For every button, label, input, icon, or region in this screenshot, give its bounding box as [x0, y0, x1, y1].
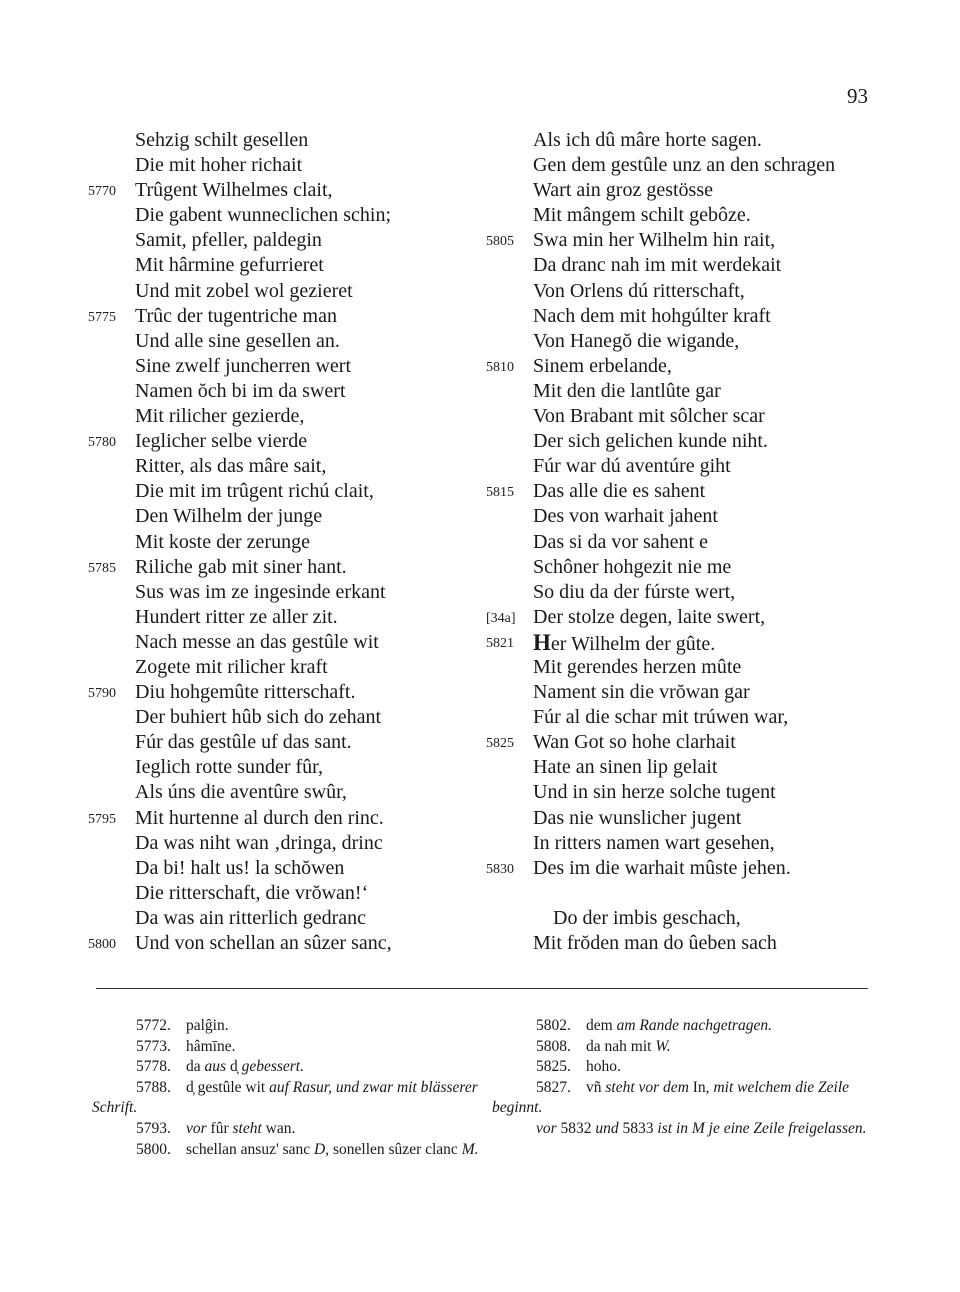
verse-text: Wart ain groz gestösse [533, 179, 713, 202]
line-number: 5800 [88, 937, 116, 952]
verse-text: Da dranc nah im mit werdekait [533, 254, 782, 277]
verse-line [486, 655, 886, 680]
verse-line [486, 806, 886, 831]
verse-text: Nament sin die vrŏwan gar [533, 681, 750, 704]
verse-text: Da bi! halt us! la schŏwen [135, 856, 345, 879]
page-number: 93 [847, 84, 868, 108]
verse-text: Do der imbis geschach, [553, 906, 741, 929]
verse-line [486, 153, 886, 178]
verse-text: Zogete mit rilicher kraft [135, 655, 328, 678]
verse-line [88, 881, 468, 906]
verse-line [486, 504, 886, 529]
footnote-text: hoho. [586, 1058, 621, 1076]
footnote-number: 5827. [536, 1078, 571, 1096]
verse-line [486, 228, 886, 253]
verse-line [88, 555, 468, 580]
verse-line [88, 354, 468, 379]
verse-text: Hate an sinen lip gelait [533, 756, 718, 779]
verse-line [88, 128, 468, 153]
footnote [92, 1037, 482, 1058]
verse-text: Ieglicher selbe vierde [135, 430, 308, 453]
verse-line [88, 906, 468, 931]
footnote-number: 5808. [536, 1037, 571, 1055]
verse-line [88, 329, 468, 354]
footnote-italic: und [595, 1119, 619, 1137]
footnote-italic: auf Rasur, und zwar mit blässerer Schrift. [92, 1078, 478, 1117]
verse-text: Das si da vor sahent e [533, 530, 708, 553]
verse-text: Des von warhait jahent [533, 505, 718, 528]
line-number: 5805 [486, 234, 514, 250]
verse-text: Da was niht wan ‚dringa, drinc [135, 831, 383, 854]
verse-line [486, 906, 886, 931]
line-number: 5830 [486, 861, 514, 877]
verse-line [486, 680, 886, 705]
verse-text: Nach dem mit hohgúlter kraft [533, 304, 771, 327]
verse-line [486, 856, 886, 881]
verse-text: Mit den die lantlûte gar [533, 379, 721, 402]
verse-line [486, 354, 886, 379]
verse-text: Samit, pfeller, paldegin [135, 229, 322, 252]
verse-text: Der stolze degen, laite swert, [533, 605, 766, 628]
footnote-text: d̦ [226, 1058, 242, 1076]
verse-text: Mit gerendes herzen mûte [533, 655, 742, 678]
verse-line [88, 279, 468, 304]
footnote-text: fûr [206, 1119, 233, 1137]
line-number: 5795 [88, 811, 116, 827]
verse-text: Fúr al die schar mit trúwen war, [533, 706, 789, 729]
verse-line [486, 530, 886, 555]
verse-line [486, 931, 886, 956]
verse-line [486, 178, 886, 203]
verse-line [88, 504, 468, 529]
verse-text: Ritter, als das mâre sait, [135, 455, 327, 478]
verse-text: Von Brabant mit sôlcher scar [533, 405, 765, 428]
footnote-number: 5788. [136, 1078, 171, 1096]
verse-text: Fúr war dú aventúre giht [533, 455, 731, 478]
footnote-italic: gebessert. [241, 1058, 304, 1076]
footnote-text: schellan ansuz' sanc [186, 1140, 315, 1158]
verse-line [88, 831, 468, 856]
verse-text: Die ritterschaft, die vrŏwan!‘ [135, 881, 369, 904]
verse-line [88, 705, 468, 730]
footnote [92, 1119, 482, 1140]
verse-line [88, 931, 468, 956]
footnote-number: 5802. [536, 1017, 571, 1034]
line-number: 5780 [88, 435, 116, 451]
verse-line [88, 530, 468, 555]
verse-text: Der buhiert hûb sich do zehant [135, 706, 382, 729]
footnote [92, 1140, 482, 1161]
verse-text: Namen ŏch bi im da swert [135, 379, 346, 402]
verse-text: Gen dem gestûle unz an den schragen [533, 154, 836, 177]
verse-line [88, 630, 468, 655]
verse-line [88, 178, 468, 203]
footnotes-left [92, 1016, 482, 1160]
footnote-italic: aus [204, 1058, 227, 1076]
verse-line [486, 279, 886, 304]
footnote-italic: M. [461, 1140, 479, 1158]
verse-line [486, 881, 886, 906]
verse-text: Des im die warhait mûste jehen. [533, 856, 791, 879]
verse-line [486, 605, 886, 630]
verse-line [486, 203, 886, 228]
verse-line [88, 228, 468, 253]
line-number: 5821 [486, 635, 514, 651]
verse-line [486, 304, 886, 329]
verse-text: Nach messe an das gestûle wit [135, 630, 379, 653]
verse-text-rest: er Wilhelm der gûte. [550, 632, 716, 655]
footnote-italic: W. [655, 1037, 671, 1055]
verse-line [88, 605, 468, 630]
verse-line [486, 479, 886, 504]
verse-text: Und alle sine gesellen an. [135, 329, 340, 352]
verse-text: Mit hurtenne al durch den rinc. [135, 806, 384, 829]
verse-text: Und mit zobel wol gezieret [135, 279, 353, 302]
verse-text: Mit rilicher gezierde, [135, 405, 305, 428]
footnote-number: 5825. [536, 1058, 571, 1076]
footnote [492, 1016, 877, 1037]
footnote-italic: am Rande nachgetragen. [616, 1017, 772, 1034]
footnote [492, 1037, 877, 1058]
verse-text: Swa min her Wilhelm hin rait, [533, 229, 776, 252]
verse-line [88, 479, 468, 504]
verse-line [486, 379, 886, 404]
verse-line [486, 404, 886, 429]
line-number: 5810 [486, 359, 514, 375]
initial-letter: H [533, 629, 551, 655]
verse-text: In ritters namen wart gesehen, [533, 831, 775, 854]
verse-text: Den Wilhelm der junge [135, 505, 323, 528]
verse-text: Da was ain ritterlich gedranc [135, 906, 367, 929]
line-number: 5815 [486, 485, 514, 501]
verse-line [88, 454, 468, 479]
verse-text: Trûgent Wilhelmes clait, [135, 179, 333, 202]
verse-line [486, 253, 886, 278]
verse-line [88, 806, 468, 831]
footnote-italic: D, [314, 1140, 330, 1158]
verse-text: Schôner hohgezit nie me [533, 555, 732, 578]
footnote-text: da [186, 1058, 205, 1076]
verse-text: Von Orlens dú ritterschaft, [533, 279, 745, 302]
footnote-number: 5793. [136, 1119, 171, 1137]
verse-text: Hundert ritter ze aller zit. [135, 605, 338, 628]
footnote-text: palĝin. [186, 1017, 229, 1034]
footnote [492, 1119, 877, 1140]
footnote-text: vñ [586, 1078, 606, 1096]
footnote-italic: ist in M je eine Zeile freigelassen. [657, 1119, 867, 1137]
footnote-text: hâmīne. [186, 1037, 236, 1055]
verse-line [486, 580, 886, 605]
verse-line [88, 153, 468, 178]
footnote-text: wan. [261, 1119, 296, 1137]
verse-column-left [88, 128, 468, 956]
verse-text: Mit hârmine gefurrieret [135, 254, 324, 277]
verse-text: Mit mângem schilt gebôze. [533, 204, 751, 227]
verse-text: Wan Got so hohe clarhait [533, 731, 736, 754]
footnote-number: 5773. [136, 1037, 171, 1055]
line-number: 5770 [88, 184, 116, 200]
footnote-text: In, [688, 1078, 714, 1096]
verse-text: Der sich gelichen kunde niht. [533, 430, 768, 453]
verse-line [88, 404, 468, 429]
footnote-text: da nah mit [586, 1037, 656, 1055]
verse-text: Sinem erbelande, [533, 354, 672, 377]
verse-line [88, 730, 468, 755]
line-number: 5825 [486, 736, 514, 752]
verse-line [486, 630, 886, 655]
verse-text: Ieglich rotte sunder fûr, [135, 756, 324, 779]
footnote-number: 5778. [136, 1058, 171, 1076]
verse-text: Als ich dû mâre horte sagen. [533, 129, 762, 151]
verse-text: Riliche gab mit siner hant. [135, 555, 347, 578]
line-number: 5785 [88, 560, 116, 576]
verse-text: Mit frŏden man do ûeben sach [533, 932, 777, 954]
verse-text: Trûc der tugentriche man [135, 304, 337, 327]
verse-text: Die mit hoher richait [135, 154, 303, 177]
verse-text: Das nie wunslicher jugent [533, 806, 742, 829]
footnote-text: 5833 [618, 1119, 658, 1137]
verse-line [486, 329, 886, 354]
footnote-divider [96, 988, 868, 989]
footnote-number: 5772. [136, 1017, 171, 1034]
verse-text: Als úns die aventûre swûr, [135, 781, 347, 804]
verse-text: Die mit im trûgent richú clait, [135, 480, 374, 503]
verse-line [486, 128, 886, 153]
verse-text: Sehzig schilt gesellen [135, 129, 309, 151]
footnote [92, 1057, 482, 1078]
footnote-text: sonellen sûzer clanc [329, 1140, 462, 1158]
verse-text [533, 630, 715, 657]
line-number: 5775 [88, 309, 116, 325]
verse-text: Fúr das gestûle uf das sant. [135, 731, 352, 754]
verse-text: Mit koste der zerunge [135, 530, 310, 553]
footnote [92, 1078, 482, 1119]
verse-column-right [486, 128, 886, 956]
verse-line [88, 304, 468, 329]
verse-text: Und in sin herze solche tugent [533, 781, 776, 804]
verse-line [486, 755, 886, 780]
verse-line [88, 429, 468, 454]
verse-text: Die gabent wunneclichen schin; [135, 204, 392, 227]
footnote-italic: steht [232, 1119, 262, 1137]
footnotes-right [492, 1016, 877, 1140]
footnote [92, 1016, 482, 1037]
footnote-text: d̦ gestûle wit [186, 1078, 270, 1096]
verse-line [88, 655, 468, 680]
verse-line [88, 780, 468, 805]
verse-line [88, 580, 468, 605]
footnote-italic: steht vor dem [605, 1078, 689, 1096]
footnote-italic: vor [186, 1119, 207, 1137]
verse-line [486, 429, 886, 454]
verse-text: So diu da der fúrste wert, [533, 580, 736, 603]
verse-line [88, 755, 468, 780]
verse-line [486, 831, 886, 856]
verse-text: Und von schellan an sûzer sanc, [135, 932, 392, 954]
verse-line [88, 856, 468, 881]
verse-line [486, 705, 886, 730]
footnote-italic: vor [536, 1119, 557, 1137]
verse-text: Diu hohgemûte ritterschaft. [135, 681, 356, 704]
verse-line [486, 730, 886, 755]
verse-line [486, 780, 886, 805]
footnote [492, 1078, 877, 1119]
line-number: [34a] [486, 610, 516, 626]
verse-line [88, 680, 468, 705]
footnote [492, 1057, 877, 1078]
verse-text: Von Hanegŏ die wigande, [533, 329, 740, 352]
verse-line [88, 253, 468, 278]
footnote-text: dem [586, 1017, 617, 1034]
verse-text: Sus was im ze ingesinde erkant [135, 580, 386, 603]
verse-line [486, 555, 886, 580]
footnote-text: 5832 [556, 1119, 596, 1137]
verse-line [486, 454, 886, 479]
verse-line [88, 203, 468, 228]
footnote-number: 5800. [136, 1140, 171, 1158]
verse-text: Das alle die es sahent [533, 480, 706, 503]
verse-text: Sine zwelf juncherren wert [135, 354, 352, 377]
verse-line [88, 379, 468, 404]
footnote-italic: mit welchem die Zeile beginnt. [492, 1078, 850, 1117]
line-number: 5790 [88, 686, 116, 702]
